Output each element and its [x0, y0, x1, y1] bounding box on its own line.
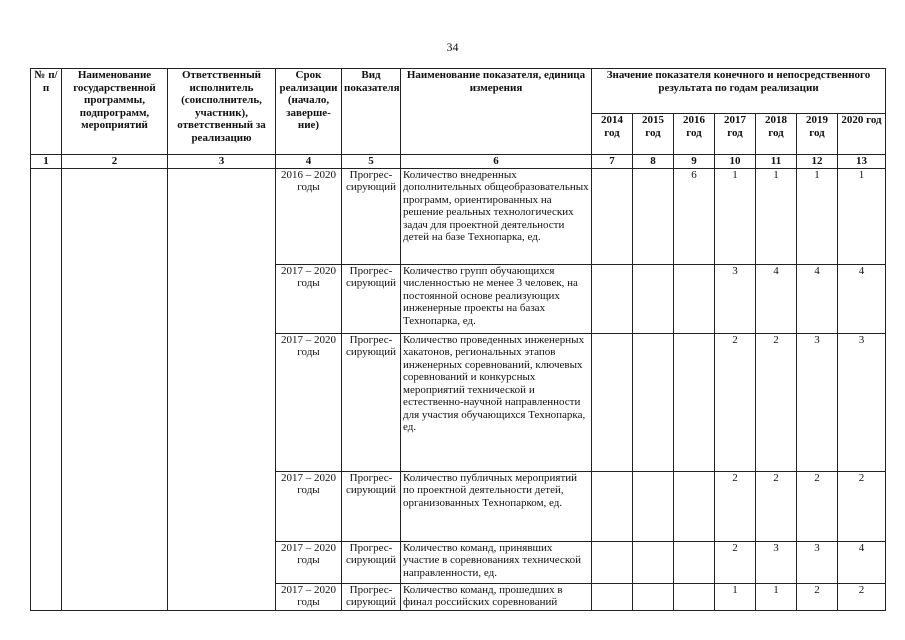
cell-value [592, 583, 633, 610]
col-number: 4 [276, 155, 342, 169]
cell-value [592, 541, 633, 583]
cell-term: 2017 – 2020 годы [276, 541, 342, 583]
cell-value: 1 [838, 168, 886, 264]
cell-value [633, 541, 674, 583]
cell-value: 2 [756, 333, 797, 471]
cell-value: 1 [715, 583, 756, 610]
cell-indicator: Количество команд, принявших участие в соревнованиях технической направленности, ед. [401, 541, 592, 583]
cell-term: 2017 – 2020 годы [276, 264, 342, 333]
header-year: 2015 год [633, 114, 674, 155]
cell-value: 3 [797, 333, 838, 471]
cell-kind: Прогрес-сирующий [342, 541, 401, 583]
cell-value [674, 583, 715, 610]
cell-indicator: Количество проведенных инженерных хакатонов, региональных этапов инженерных соревнований, ключевых соревнований и конкурсных мероприятий технической и естественно-научной направленности для участия обучающихся Технопарка, ед. [401, 333, 592, 471]
header-program: Наименование государственной программы, подпрограмм, мероприятий [62, 69, 168, 155]
cell-value: 2 [756, 471, 797, 541]
cell-value: 4 [838, 264, 886, 333]
cell-value: 2 [797, 471, 838, 541]
cell-value [674, 264, 715, 333]
cell-value [633, 583, 674, 610]
cell-value: 1 [756, 583, 797, 610]
cell-kind: Прогрес-сирующий [342, 471, 401, 541]
cell-value [633, 264, 674, 333]
cell-kind: Прогрес-сирующий [342, 264, 401, 333]
cell-value: 2 [715, 471, 756, 541]
col-number: 8 [633, 155, 674, 169]
cell-indicator: Количество групп обучающихся численностью не менее 3 человек, на постоянной основе реализующих инженерные проекты на базах Технопарка, ед. [401, 264, 592, 333]
cell-value: 3 [715, 264, 756, 333]
cell-value [633, 168, 674, 264]
header-year: 2018 год [756, 114, 797, 155]
cell-kind: Прогрес-сирующий [342, 168, 401, 264]
cell-value [592, 333, 633, 471]
cell-program-empty [62, 168, 168, 610]
cell-value: 3 [797, 541, 838, 583]
cell-indicator: Количество публичных мероприятий по проектной деятельности детей, организованных Технопарком, ед. [401, 471, 592, 541]
col-number: 1 [31, 155, 62, 169]
cell-value [674, 471, 715, 541]
cell-kind: Прогрес-сирующий [342, 333, 401, 471]
col-number: 3 [168, 155, 276, 169]
cell-executor-empty [168, 168, 276, 610]
indicators-table [30, 68, 886, 611]
cell-num-empty [31, 168, 62, 610]
header-year: 2019 год [797, 114, 838, 155]
cell-indicator: Количество команд, прошедших в финал российских соревнований [401, 583, 592, 610]
header-kind: Вид показателя [342, 69, 401, 155]
cell-value: 1 [715, 168, 756, 264]
page-number: 34 [446, 40, 459, 54]
cell-value [592, 264, 633, 333]
cell-value: 2 [838, 583, 886, 610]
col-number: 6 [401, 155, 592, 169]
cell-term: 2017 – 2020 годы [276, 333, 342, 471]
col-number: 11 [756, 155, 797, 169]
cell-value: 6 [674, 168, 715, 264]
cell-term: 2016 – 2020 годы [276, 168, 342, 264]
cell-value [592, 471, 633, 541]
col-number: 10 [715, 155, 756, 169]
cell-indicator: Количество внедренных дополнительных общеобразовательных программ, ориентированных на решение реальных технологических задач для проектной деятельности детей на базе Технопарка, ед. [401, 168, 592, 264]
cell-value: 2 [715, 541, 756, 583]
header-indicator: Наименование показателя, единица измерения [401, 69, 592, 155]
cell-value [633, 333, 674, 471]
table-row [31, 168, 886, 264]
cell-term: 2017 – 2020 годы [276, 583, 342, 610]
cell-value [674, 333, 715, 471]
cell-value: 2 [715, 333, 756, 471]
col-number: 5 [342, 155, 401, 169]
col-number: 9 [674, 155, 715, 169]
header-year: 2020 год [838, 114, 886, 155]
cell-value [592, 168, 633, 264]
cell-value: 3 [838, 333, 886, 471]
cell-value: 2 [838, 471, 886, 541]
cell-value: 1 [797, 168, 838, 264]
column-numbers-row [31, 155, 886, 169]
cell-value [633, 471, 674, 541]
cell-value: 2 [797, 583, 838, 610]
cell-value: 4 [797, 264, 838, 333]
cell-value: 4 [838, 541, 886, 583]
header-term: Срок реализации (начало, заверше-ние) [276, 69, 342, 155]
cell-kind: Прогрес-сирующий [342, 583, 401, 610]
cell-value: 3 [756, 541, 797, 583]
cell-term: 2017 – 2020 годы [276, 471, 342, 541]
cell-value [674, 541, 715, 583]
header-values: Значение показателя конечного и непосредственного результата по годам реализации [592, 69, 886, 114]
header-num: № п/п [31, 69, 62, 155]
col-number: 2 [62, 155, 168, 169]
col-number: 13 [838, 155, 886, 169]
header-year: 2016 год [674, 114, 715, 155]
header-year: 2017 год [715, 114, 756, 155]
col-number: 12 [797, 155, 838, 169]
col-number: 7 [592, 155, 633, 169]
cell-value: 4 [756, 264, 797, 333]
header-executor: Ответственный исполнитель (соисполнитель, участник), ответственный за реализацию [168, 69, 276, 155]
header-year: 2014 год [592, 114, 633, 155]
cell-value: 1 [756, 168, 797, 264]
